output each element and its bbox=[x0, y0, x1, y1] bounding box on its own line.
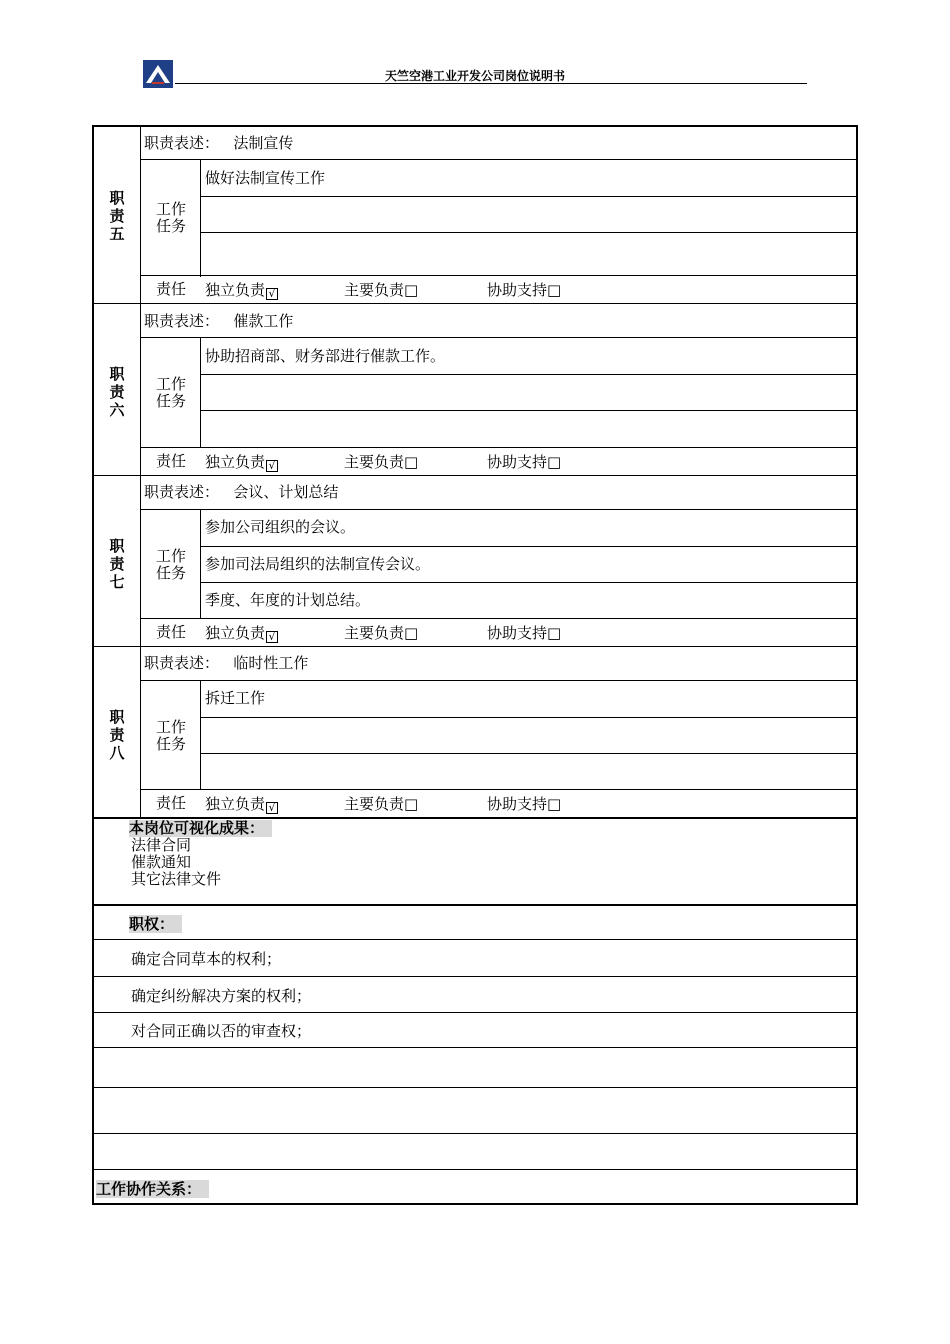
responsibility-options: 独立负责 √ 主要负责□ 协助支持□ bbox=[205, 281, 562, 300]
document-title: 天竺空港工业开发公司岗位说明书 bbox=[384, 69, 565, 83]
work-task-label: 工作 任务 bbox=[155, 547, 186, 582]
independent-checkbox[interactable]: √ bbox=[266, 460, 278, 472]
divider bbox=[140, 275, 858, 276]
duty-description: 职责表述： 法制宣传 bbox=[144, 134, 294, 152]
authority-item: 对合同正确以否的审查权； bbox=[131, 1022, 312, 1040]
responsibility-label: 责任 bbox=[155, 794, 186, 812]
main-checkbox[interactable]: □ bbox=[404, 795, 419, 813]
divider bbox=[94, 1012, 858, 1013]
divider bbox=[140, 337, 858, 338]
work-task-label: 工作 任务 bbox=[155, 375, 186, 410]
responsibility-options: 独立负责 √ 主要负责□ 协助支持□ bbox=[205, 453, 562, 472]
section-title: 职责七 bbox=[109, 537, 125, 591]
divider bbox=[200, 582, 858, 583]
task-item: 做好法制宣传工作 bbox=[205, 169, 326, 187]
responsibility-options: 独立负责 √ 主要负责□ 协助支持□ bbox=[205, 795, 562, 814]
duty-description: 职责表述： 会议、计划总结 bbox=[144, 483, 339, 501]
divider bbox=[94, 1047, 858, 1048]
output-item: 其它法律文件 bbox=[131, 870, 222, 888]
divider bbox=[94, 303, 858, 304]
divider bbox=[94, 1087, 858, 1088]
divider bbox=[200, 410, 858, 411]
authority-item: 确定纠纷解决方案的权利； bbox=[131, 987, 312, 1005]
task-item: 参加公司组织的会议。 bbox=[205, 518, 356, 536]
collaboration-heading: 工作协作关系： bbox=[96, 1180, 209, 1198]
assist-checkbox[interactable]: □ bbox=[547, 624, 562, 642]
work-task-label: 工作 任务 bbox=[155, 200, 186, 235]
divider bbox=[200, 374, 858, 375]
section-title: 职责八 bbox=[109, 708, 125, 762]
output-item: 法律合同 bbox=[131, 836, 192, 854]
divider bbox=[94, 1169, 858, 1170]
divider bbox=[94, 646, 858, 647]
duty-description: 职责表述： 催款工作 bbox=[144, 312, 294, 330]
job-description-table bbox=[92, 125, 858, 1205]
main-checkbox[interactable]: □ bbox=[404, 624, 419, 642]
output-item: 催款通知 bbox=[131, 853, 192, 871]
task-item: 季度、年度的计划总结。 bbox=[205, 591, 371, 609]
responsibility-label: 责任 bbox=[155, 623, 186, 641]
divider bbox=[140, 789, 858, 790]
responsibility-label: 责任 bbox=[155, 452, 186, 470]
divider bbox=[94, 904, 858, 906]
assist-checkbox[interactable]: □ bbox=[547, 281, 562, 299]
divider bbox=[94, 475, 858, 476]
independent-checkbox[interactable]: √ bbox=[266, 802, 278, 814]
authority-item: 确定合同草本的权利； bbox=[131, 950, 282, 968]
divider bbox=[140, 159, 858, 160]
responsibility-options: 独立负责 √ 主要负责□ 协助支持□ bbox=[205, 624, 562, 643]
divider bbox=[200, 232, 858, 233]
task-item: 协助招商部、财务部进行催款工作。 bbox=[205, 347, 446, 365]
main-checkbox[interactable]: □ bbox=[404, 281, 419, 299]
task-item: 参加司法局组织的法制宣传会议。 bbox=[205, 555, 431, 573]
page-header bbox=[143, 60, 807, 86]
divider bbox=[94, 939, 858, 940]
divider bbox=[200, 753, 858, 754]
outputs-heading: 本岗位可视化成果： bbox=[129, 820, 272, 837]
divider bbox=[94, 1133, 858, 1134]
divider bbox=[140, 447, 858, 448]
divider bbox=[200, 717, 858, 718]
divider bbox=[140, 680, 858, 681]
main-checkbox[interactable]: □ bbox=[404, 453, 419, 471]
divider bbox=[140, 509, 858, 510]
section-title: 职责五 bbox=[109, 189, 125, 243]
duty-description: 职责表述： 临时性工作 bbox=[144, 654, 309, 672]
independent-checkbox[interactable]: √ bbox=[266, 288, 278, 300]
divider bbox=[94, 976, 858, 977]
work-task-label: 工作 任务 bbox=[155, 718, 186, 753]
assist-checkbox[interactable]: □ bbox=[547, 453, 562, 471]
assist-checkbox[interactable]: □ bbox=[547, 795, 562, 813]
responsibility-label: 责任 bbox=[155, 280, 186, 298]
divider bbox=[140, 618, 858, 619]
authority-heading: 职权： bbox=[129, 915, 182, 933]
independent-checkbox[interactable]: √ bbox=[266, 631, 278, 643]
task-item: 拆迁工作 bbox=[205, 689, 266, 707]
divider bbox=[200, 196, 858, 197]
divider bbox=[200, 546, 858, 547]
section-title: 职责六 bbox=[109, 365, 125, 419]
